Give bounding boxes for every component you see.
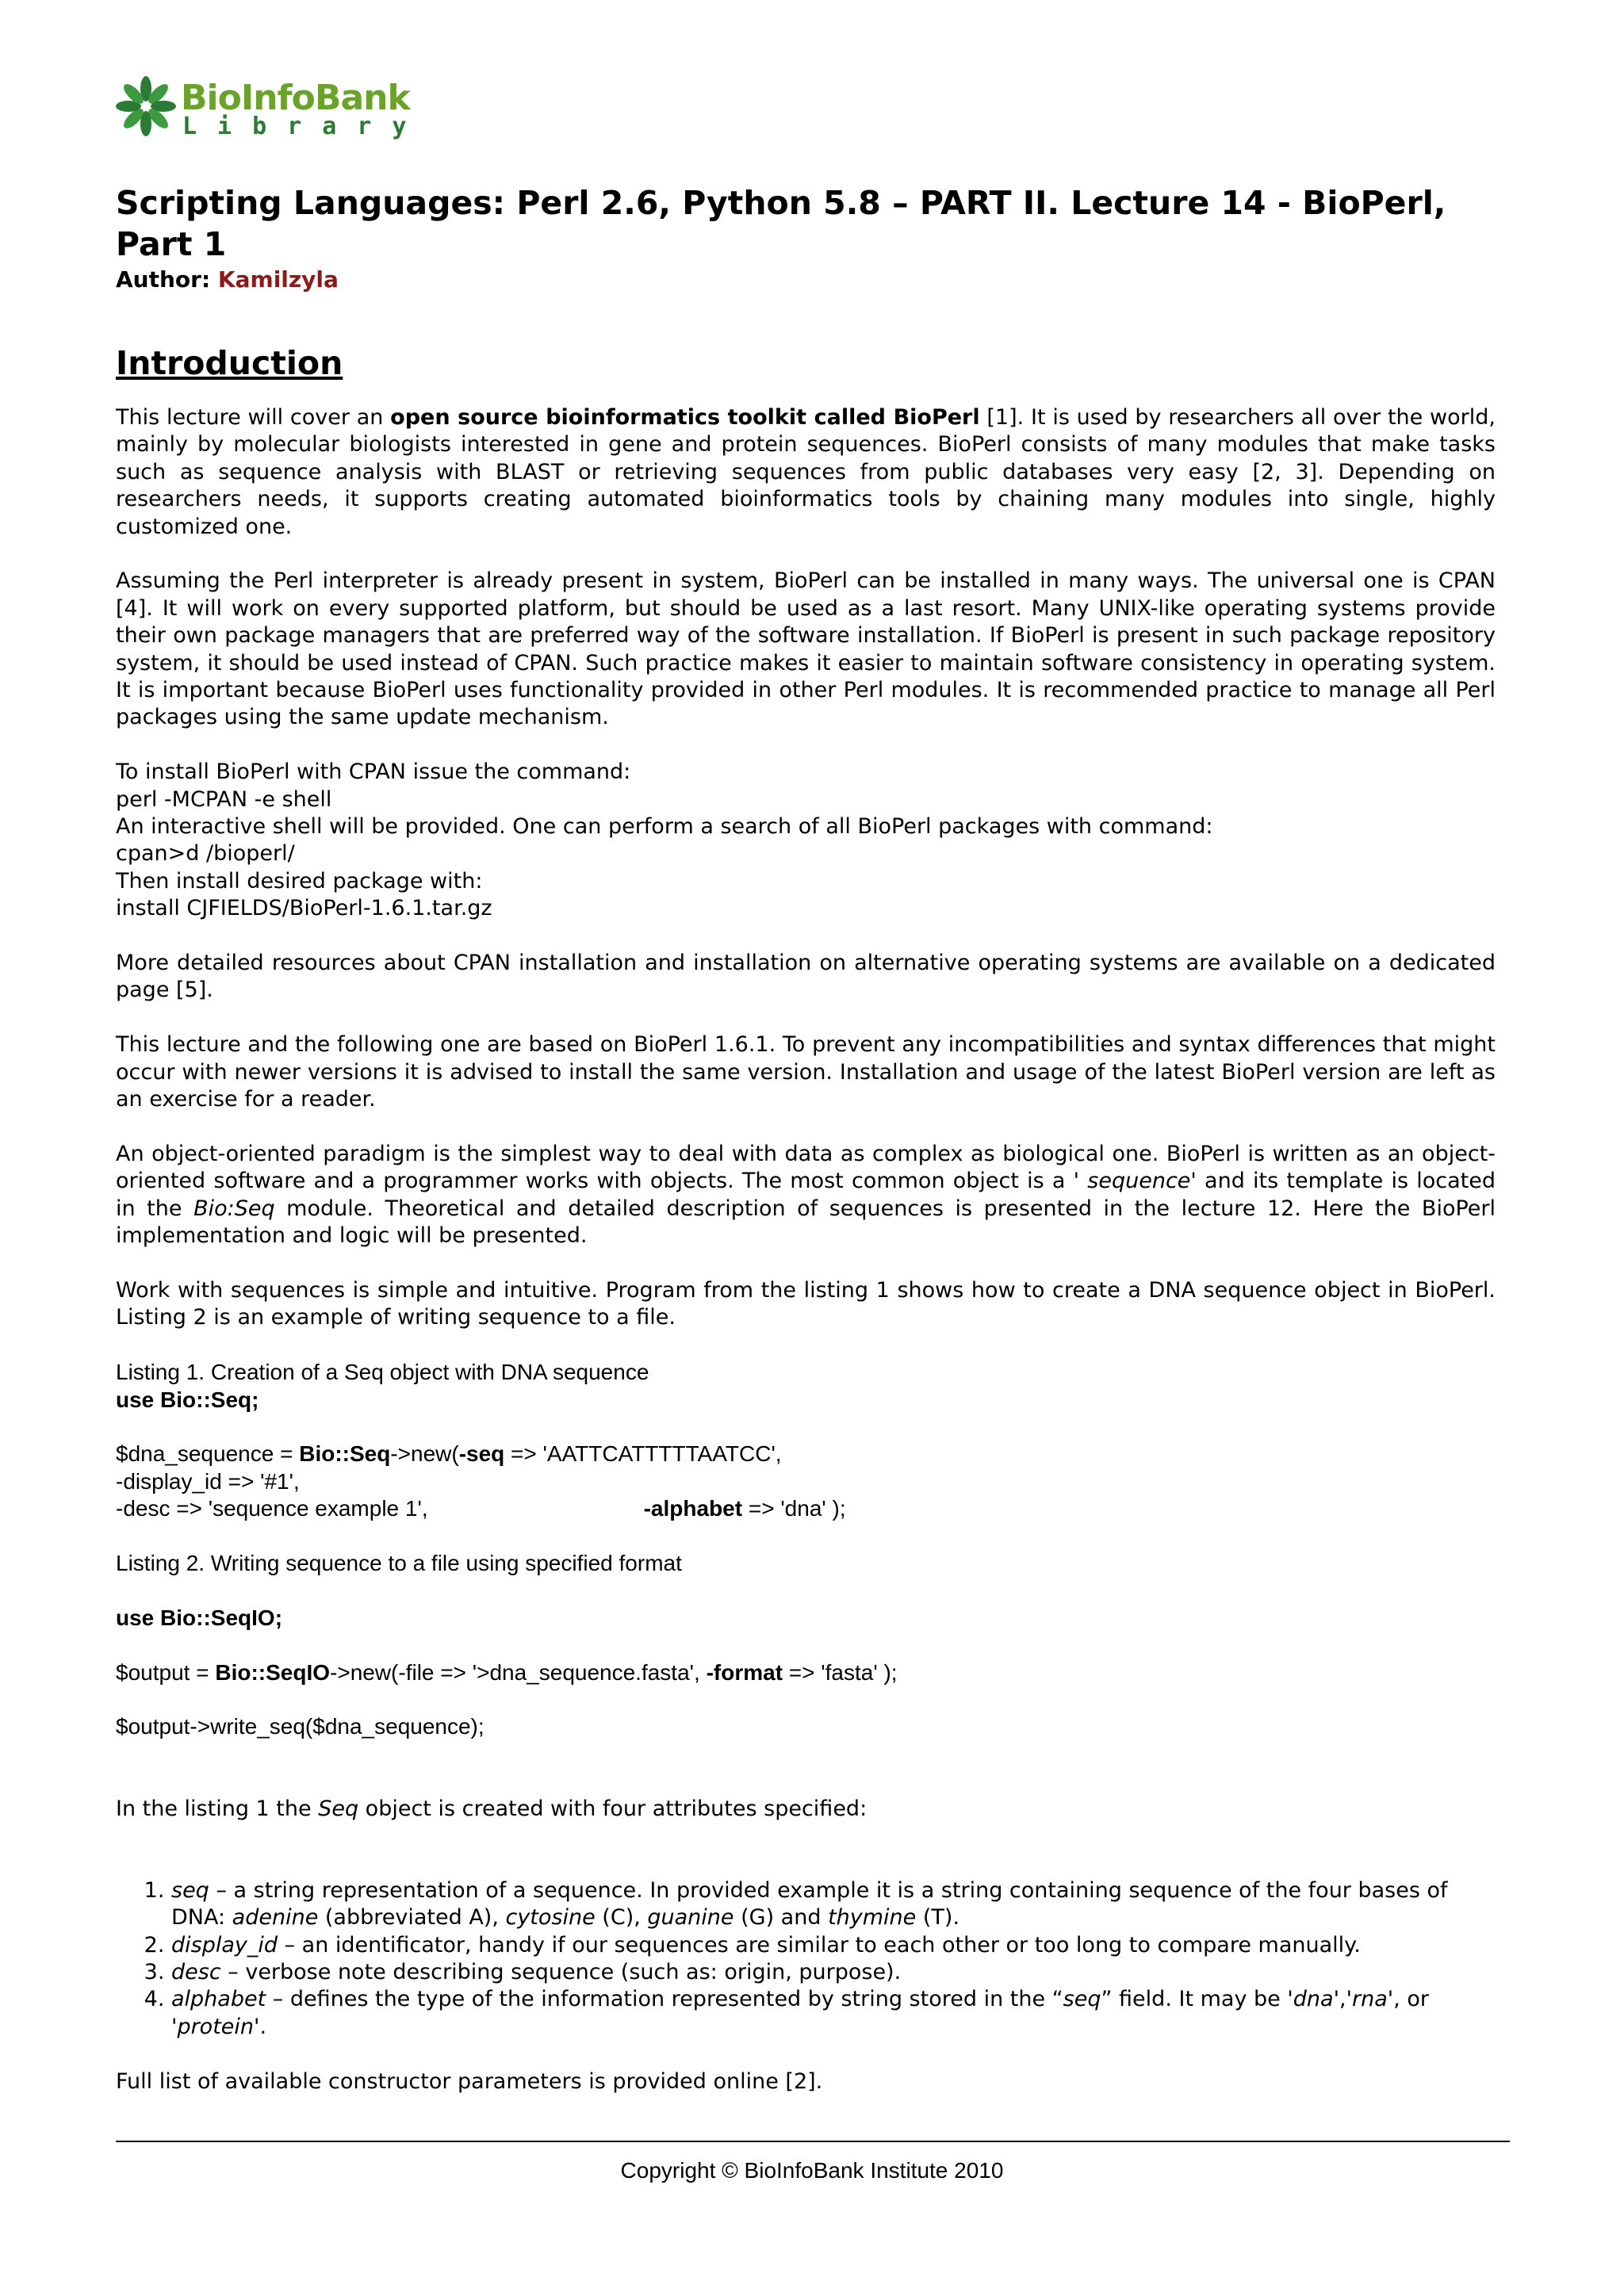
code-line: use Bio::SeqIO; bbox=[116, 1605, 283, 1630]
listing-1 bbox=[116, 1359, 1496, 1522]
code-line: $output->write_seq($dna_sequence); bbox=[116, 1714, 485, 1739]
paragraph-installation: Assuming the Perl interpreter is already present in system, BioPerl can be installed in many ways. The universal one is CPAN [4]. It will work on every supported platform, but should be used as a last resort. Many UNIX-like operating systems provide their own package managers that are preferred way of the software installation. If BioPerl is present in such package repository system, it should be used instead of CPAN. Such practice makes it easier to maintain software consistency in operating system. It is important because BioPerl uses functionality provided in other Perl modules. It is recommended practice to manage all Perl packages using the same update mechanism. bbox=[116, 568, 1496, 730]
logo-library-label: Library bbox=[182, 113, 427, 140]
paragraph-constructor-params: Full list of available constructor parameters is provided online [2]. bbox=[116, 2068, 823, 2094]
code-line: $dna_sequence = Bio::Seq->new(-seq => 'AATTCATTTTTAATCC', bbox=[116, 1441, 782, 1467]
footer-copyright: Copyright © BioInfoBank Institute 2010 bbox=[620, 2158, 1004, 2183]
install-line: Then install desired package with: bbox=[116, 868, 483, 894]
list-item: 1. seq – a string representation of a sequence. In provided example it is a string containing sequence of the four bases of DNA: adenine (abbreviated A), cytosine (C), guanine (G) and thymine (T). bbox=[171, 1877, 1496, 1932]
install-line: To install BioPerl with CPAN issue the command: bbox=[116, 760, 631, 785]
section-heading: Introduction bbox=[116, 344, 343, 382]
paragraph-attributes-intro: In the listing 1 the Seq object is created with four attributes specified: bbox=[116, 1796, 868, 1821]
install-line: An interactive shell will be provided. One can perform a search of all BioPerl packages with command: bbox=[116, 814, 1213, 840]
author-name-link[interactable]: Kamilzyla bbox=[217, 266, 339, 293]
attributes-list bbox=[116, 1877, 1496, 2041]
code-line: -display_id => '#1', bbox=[116, 1468, 300, 1494]
author-label: Author: bbox=[116, 266, 211, 293]
code-line: $output = Bio::SeqIO->new(-file => '>dna_sequence.fasta', -format => 'fasta' ); bbox=[116, 1659, 898, 1685]
install-command: perl -MCPAN -e shell bbox=[116, 786, 332, 812]
article-body bbox=[116, 404, 1496, 2122]
listing-caption: Listing 2. Writing sequence to a file using specified format bbox=[116, 1550, 682, 1575]
paragraph-version: This lecture and the following one are based on BioPerl 1.6.1. To prevent any incompatibilities and syntax differences that might occur with newer versions it is advised to install the same version. Installation and usage of the latest BioPerl version are left as an exercise for a reader. bbox=[116, 1032, 1496, 1112]
code-line: -desc => 'sequence example 1', -alphabet => 'dna' ); bbox=[116, 1496, 846, 1521]
install-command: install CJFIELDS/BioPerl-1.6.1.tar.gz bbox=[116, 896, 492, 921]
paragraph-intro: This lecture will cover an open source bioinformatics toolkit called BioPerl [1]. It is used by researchers all over the world, mainly by molecular biologists interested in gene and protein sequences. BioPerl consists of many modules that make tasks such as sequence analysis with BLAST or retrieving sequences from public databases very easy [2, 3]. Depending on researchers needs, it supports creating automated bioinformatics tools by chaining many modules into single, highly customized one. bbox=[116, 405, 1496, 539]
install-instructions bbox=[116, 759, 1496, 922]
bioinfobank-logo bbox=[116, 75, 427, 143]
paragraph-resources: More detailed resources about CPAN installation and installation on alternative operating systems are available on a dedicated page [5]. bbox=[116, 951, 1496, 1003]
paragraph-listings-intro: Work with sequences is simple and intuitive. Program from the listing 1 shows how to create a DNA sequence object in BioPerl. Listing 2 is an example of writing sequence to a file. bbox=[116, 1277, 1496, 1330]
list-item: 2. display_id – an identificator, handy if our sequences are similar to each other or too long to compare manually. bbox=[171, 1932, 1496, 1959]
paragraph-object-oriented: An object-oriented paradigm is the simplest way to deal with data as complex as biological one. BioPerl is written as an object-oriented software and a programmer works with objects. The most common object is a ' sequence' and its template is located in the Bio:Seq module. Theoretical and detailed description of sequences is presented in the lecture 12. Here the BioPerl implementation and logic will be presented. bbox=[116, 1141, 1496, 1249]
listing-2 bbox=[116, 1550, 1496, 1741]
list-item: 4. alphabet – defines the type of the information represented by string stored in the “seq” field. It may be 'dna','rna', or 'protein'. bbox=[171, 1986, 1496, 2041]
leaf-flower-icon bbox=[116, 75, 176, 138]
logo-name: BioInfoBank bbox=[181, 78, 410, 118]
page-title: Scripting Languages: Perl 2.6, Python 5.8 – PART II. Lecture 14 - BioPerl, Part 1 bbox=[116, 184, 1446, 263]
list-item: 3. desc – verbose note describing sequence (such as: origin, purpose). bbox=[171, 1959, 1496, 1986]
listing-caption: Listing 1. Creation of a Seq object with DNA sequence bbox=[116, 1360, 649, 1385]
code-line: use Bio::Seq; bbox=[116, 1387, 259, 1412]
author-line bbox=[116, 266, 339, 293]
footer-divider bbox=[116, 2141, 1510, 2142]
install-command: cpan>d /bioperl/ bbox=[116, 841, 295, 867]
